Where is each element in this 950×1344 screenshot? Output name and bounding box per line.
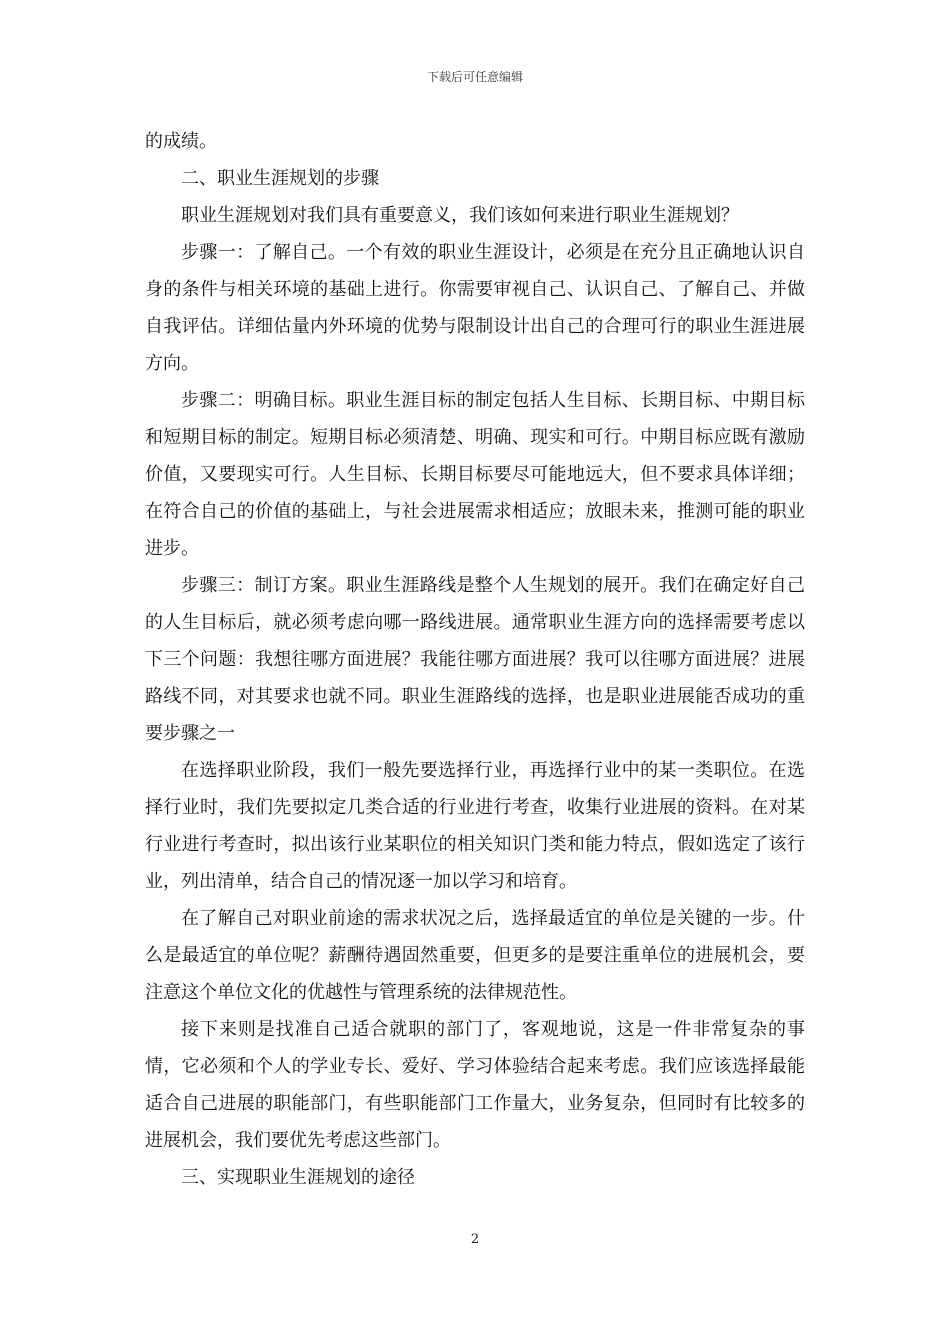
paragraph: 在了解自己对职业前途的需求状况之后，选择最适宜的单位是关键的一步。什么是最适宜的单位呢？薪酬待遇固然重要，但更多的是要注重单位的进展机会，要注意这个单位文化的优越性与管理系统的法律规范性。 (145, 908, 805, 1003)
page-header: 下载后可任意编辑 (426, 70, 523, 84)
paragraph-step-one: 步骤一：了解自己。一个有效的职业生涯设计，必须是在充分且正确地认识自身的条件与相关环境的基础上进行。你需要审视自己、认识自己、了解自己、并做自我评估。详细估量内外环境的优势与限制设计出自己的合理可行的职业生涯进展方向。 (145, 242, 805, 374)
section-heading-paths: 三、实现职业生涯规划的途径 (181, 1167, 415, 1188)
paragraph: 的成绩。 (145, 131, 217, 152)
page-number: 2 (470, 1232, 480, 1247)
paragraph-step-three: 步骤三：制订方案。职业生涯路线是整个人生规划的展开。我们在确定好自己的人生目标后，就必须考虑向哪一路线进展。通常职业生涯方向的选择需要考虑以下三个问题：我想往哪方面进展？我能往哪方面进展？我可以往哪方面进展？进展路线不同，对其要求也就不同。职业生涯路线的选择，也是职业进展能否成功的重要步骤之一 (145, 575, 805, 744)
paragraph-step-two: 步骤二：明确目标。职业生涯目标的制定包括人生目标、长期目标、中期目标和短期目标的制定。短期目标必须清楚、明确、现实和可行。中期目标应既有激励价值，又要现实可行。人生目标、长期目标要尽可能地远大，但不要求具体详细；在符合自己的价值的基础上，与社会进展需求相适应；放眼未来，推测可能的职业进步。 (145, 390, 805, 559)
paragraph: 接下来则是找准自己适合就职的部门了，客观地说，这是一件非常复杂的事情，它必须和个人的学业专长、爱好、学习体验结合起来考虑。我们应该选择最能适合自己进展的职能部门，有些职能部门工作量大，业务复杂，但同时有比较多的进展机会，我们要优先考虑这些部门。 (145, 1019, 805, 1151)
section-heading-steps: 二、职业生涯规划的步骤 (181, 168, 379, 189)
body-text (145, 123, 805, 1196)
paragraph: 职业生涯规划对我们具有重要意义，我们该如何来进行职业生涯规划？ (181, 205, 739, 226)
paragraph: 在选择职业阶段，我们一般先要选择行业，再选择行业中的某一类职位。在选择行业时，我们先要拟定几类合适的行业进行考查，收集行业进展的资料。在对某行业进行考查时，拟出该行业某职位的相关知识门类和能力特点，假如选定了该行业，列出清单，结合自己的情况逐一加以学习和培育。 (145, 760, 805, 892)
